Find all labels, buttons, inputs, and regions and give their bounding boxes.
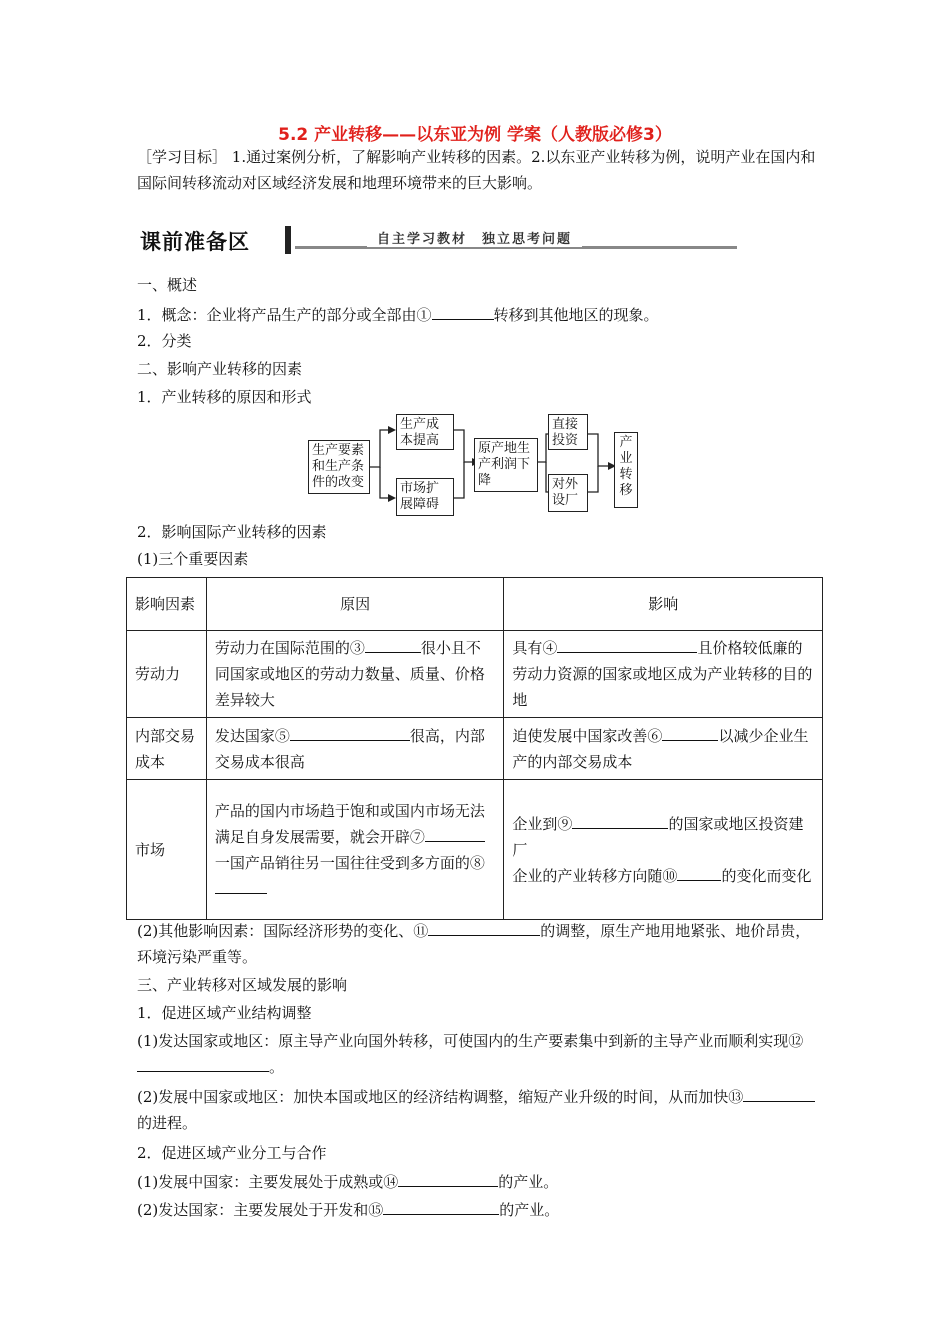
flow-box-profit: 原产地生产利润下降	[474, 438, 538, 492]
table-cell-effect: 迫使发展中国家改善⑥ 以减少企业生产的内部交易成本	[504, 718, 823, 780]
blank-5	[290, 724, 410, 741]
table-cell-factor: 市场	[127, 780, 207, 920]
factors-table	[126, 577, 823, 920]
table-cell-factor: 内部交易成本	[127, 718, 207, 780]
other-factors: (2)其他影响因素：国际经济形势的变化、⑪ 的调整，原生产地用地紧张、地价昂贵，环境污染严重等。	[137, 918, 817, 970]
blank-14	[398, 1170, 498, 1187]
section2-heading: 二、影响产业转移的因素	[137, 360, 303, 378]
flow-box-result: 产业转移	[614, 432, 638, 508]
table-header-row	[127, 578, 823, 631]
section3-p1: (1)发达国家或地区：原主导产业向国外转移，可使国内的生产要素集中到新的主导产业而顺利实现⑫。	[137, 1032, 804, 1076]
section3-q2: (2)发达国家：主要发展处于开发和⑮ 的产业。	[137, 1198, 559, 1220]
banner-divider	[285, 226, 291, 254]
objectives-text: 1.通过案例分析，了解影响产业转移的因素。2.以东亚产业转移为例，说明产业在国内和国际间转移流动对区域经济发展和地理环境带来的巨大影响。	[137, 148, 816, 192]
table-cell-effect: 具有④ 且价格较低廉的劳动力资源的国家或地区成为产业转移的目的地	[504, 631, 823, 718]
blank-4	[557, 636, 697, 653]
blank-12	[137, 1055, 269, 1072]
table-header: 影响	[504, 578, 823, 631]
flow-box-factors: 生产要素和生产条件的改变	[308, 440, 370, 494]
table-cell-reason: 发达国家⑤ 很高，内部交易成本很高	[206, 718, 504, 780]
table-cell-factor: 劳动力	[127, 631, 207, 718]
section2-sub2: 2．影响国际产业转移的因素	[137, 523, 327, 541]
transfer-flow-diagram	[308, 412, 648, 522]
section1-item1: 1．概念：企业将产品生产的部分或全部由① 转移到其他地区的现象。	[137, 303, 659, 325]
section2-sub1: 1．产业转移的原因和形式	[137, 388, 312, 406]
section3-sub1: 1．促进区域产业结构调整	[137, 1004, 312, 1022]
blank-1	[432, 303, 494, 320]
section1-heading: 一、概述	[137, 276, 198, 294]
flow-box-direct: 直接投资	[548, 414, 588, 450]
table-header: 原因	[206, 578, 504, 631]
table-cell-effect: 企业到⑨ 的国家或地区投资建厂 企业的产业转移方向随⑩ 的变化而变化	[504, 780, 823, 920]
section3-heading: 三、产业转移对区域发展的影响	[137, 976, 348, 994]
section1-item2: 2．分类	[137, 332, 192, 350]
section3-q1: (1)发展中国家：主要发展处于成熟或⑭ 的产业。	[137, 1170, 558, 1192]
table-header: 影响因素	[127, 578, 207, 631]
blank-8	[215, 877, 267, 894]
table-row	[127, 780, 823, 920]
objectives-label: ［学习目标］	[137, 148, 228, 166]
section-banner	[137, 224, 817, 256]
blank-6	[662, 724, 718, 741]
learning-objectives	[137, 144, 817, 196]
section3-sub2: 2．促进区域产业分工与合作	[137, 1144, 327, 1162]
page-title: 5.2 产业转移——以东亚为例 学案（人教版必修3）	[278, 125, 672, 145]
table-row	[127, 631, 823, 718]
table-cell-reason: 产品的国内市场趋于饱和或国内市场无法满足自身发展需要，就会开辟⑦ 一国产品销往另一国往往受到多方面的⑧	[206, 780, 504, 920]
blank-15	[383, 1198, 499, 1215]
blank-10	[677, 864, 721, 881]
section2-sub2-1: (1)三个重要因素	[137, 550, 249, 568]
banner-subtitle: 自主学习教材 独立思考问题	[367, 228, 582, 247]
blank-7	[425, 825, 485, 842]
flow-box-factory: 对外设厂	[548, 474, 588, 512]
flow-box-cost: 生产成本提高	[396, 414, 454, 450]
table-cell-reason: 劳动力在国际范围的③ 很小且不同国家或地区的劳动力数量、质量、价格差异较大	[206, 631, 504, 718]
blank-3	[365, 636, 421, 653]
table-row	[127, 718, 823, 780]
blank-11	[428, 919, 540, 936]
banner-title: 课前准备区	[140, 230, 250, 254]
section3-p2: (2)发展中国家或地区：加快本国或地区的经济结构调整，缩短产业升级的时间，从而加快⑬的进程。	[137, 1084, 817, 1136]
blank-9	[572, 812, 668, 829]
flow-box-market: 市场扩展障碍	[396, 478, 454, 516]
blank-13	[743, 1085, 815, 1102]
